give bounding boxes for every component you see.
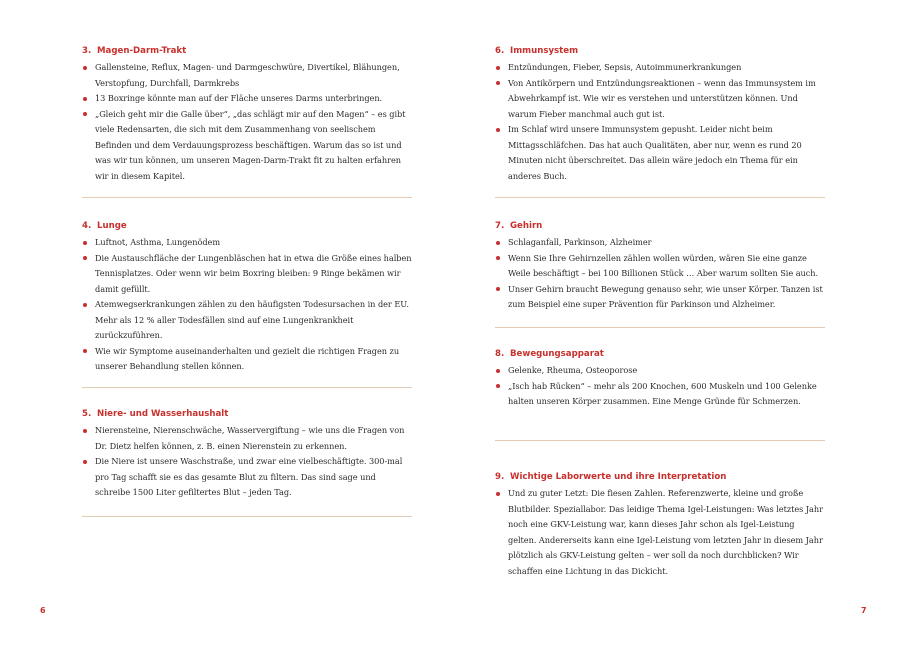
list-item: Entzündungen, Fieber, Sepsis, Autoimmunerkrankungen — [495, 60, 825, 76]
list-item: Wie wir Symptome auseinanderhalten und gezielt die richtigen Fragen zu unserer Behandlung stellen können. — [82, 344, 412, 375]
page-number: 7 — [861, 606, 867, 615]
divider — [495, 327, 825, 328]
divider — [495, 197, 825, 198]
bullet-icon — [83, 66, 87, 70]
bullet-icon — [496, 241, 500, 245]
list-item: Nierensteine, Nierenschwäche, Wasservergiftung – wie uns die Fragen von Dr. Dietz helfen können, z. B. einen Nierenstein zu erkennen. — [82, 423, 412, 454]
bullet-icon — [496, 369, 500, 373]
list-item: Wenn Sie Ihre Gehirnzellen zählen wollen würden, wären Sie eine ganze Weile beschäftigt – bei 100 Billionen Stück … Aber warum sollten Sie auch. — [495, 251, 825, 282]
bullet-list — [495, 363, 825, 410]
section-bewegungsapparat — [495, 349, 825, 410]
list-item: Von Antikörpern und Entzündungsreaktionen – wenn das Immunsystem im Abwehrkampf ist. Wie wir es verstehen und unterstützen können. Und warum Fieber manchmal auch gut ist. — [495, 76, 825, 123]
bullet-list — [495, 60, 825, 184]
section-immunsystem — [495, 46, 825, 184]
bullet-icon — [496, 81, 500, 85]
bullet-icon — [496, 492, 500, 496]
bullet-icon — [496, 384, 500, 388]
section-heading: 4. Lunge — [82, 221, 127, 231]
bullet-icon — [83, 112, 87, 116]
list-item: Die Niere ist unsere Waschstraße, und zwar eine vielbeschäftigte. 300-mal pro Tag schafft sie es das gesamte Blut zu filtern. Das sind sage und schreibe 1500 Liter gefiltertes Blut – jeden Tag. — [82, 454, 412, 501]
section-magen-darm-trakt — [82, 46, 412, 184]
divider — [82, 387, 412, 388]
list-item: „Isch hab Rücken“ – mehr als 200 Knochen, 600 Muskeln und 100 Gelenke halten unseren Körper zusammen. Eine Menge Gründe für Schmerzen. — [495, 379, 825, 410]
bullet-icon — [83, 303, 87, 307]
bullet-icon — [496, 66, 500, 70]
bullet-icon — [496, 287, 500, 291]
list-item: Gelenke, Rheuma, Osteoporose — [495, 363, 825, 379]
section-heading: 5. Niere- und Wasserhaushalt — [82, 409, 229, 419]
bullet-list — [82, 60, 412, 184]
right-page — [453, 0, 907, 648]
bullet-icon — [83, 241, 87, 245]
section-lunge — [82, 221, 412, 375]
bullet-icon — [83, 256, 87, 260]
divider — [82, 516, 412, 517]
section-heading: 7. Gehirn — [495, 221, 543, 231]
bullet-icon — [496, 128, 500, 132]
bullet-list — [82, 423, 412, 501]
section-heading: 6. Immunsystem — [495, 46, 579, 56]
divider — [82, 197, 412, 198]
list-item: Schlaganfall, Parkinson, Alzheimer — [495, 235, 825, 251]
section-heading: 3. Magen-Darm-Trakt — [82, 46, 187, 56]
list-item: Und zu guter Letzt: Die fiesen Zahlen. Referenzwerte, kleine und große Blutbilder. Speziallabor. Das leidige Thema Igel-Leistungen: Was letztes Jahr noch eine GKV-Leistung war, kann dieses Jahr schon als Igel-Leistung gelten. Andererseits kann eine Igel-Leistung vom letzten Jahr in diesem Jahr plötzlich als GKV-Leistung gelten – wer soll da noch durchblicken? Wir schaffen eine Lichtung in das Dickicht. — [495, 486, 825, 579]
list-item: „Gleich geht mir die Galle über“, „das schlägt mir auf den Magen“ – es gibt viele Redensarten, die sich mit dem Zusammenhang von seelischem Befinden und dem Verdauungsprozess beschäftigen. Warum das so ist und was wir tun können, um unseren Magen-Darm-Trakt fit zu halten erfahren wir in diesem Kapitel. — [82, 107, 412, 185]
page-number: 6 — [40, 606, 46, 615]
bullet-list — [495, 486, 825, 579]
list-item: Luftnot, Asthma, Lungenödem — [82, 235, 412, 251]
bullet-icon — [83, 429, 87, 433]
list-item: 13 Boxringe könnte man auf der Fläche unseres Darms unterbringen. — [82, 91, 412, 107]
bullet-icon — [83, 97, 87, 101]
bullet-icon — [496, 256, 500, 260]
bullet-icon — [83, 349, 87, 353]
list-item: Unser Gehirn braucht Bewegung genauso sehr, wie unser Körper. Tanzen ist zum Beispiel eine super Prävention für Parkinson und Alzheimer. — [495, 282, 825, 313]
bullet-list — [82, 235, 412, 375]
section-niere-wasserhaushalt — [82, 409, 412, 501]
left-page — [0, 0, 453, 648]
bullet-list — [495, 235, 825, 313]
section-laborwerte — [495, 472, 825, 579]
section-heading: 9. Wichtige Laborwerte und ihre Interpretation — [495, 472, 727, 482]
section-heading: 8. Bewegungsapparat — [495, 349, 604, 359]
list-item: Die Austauschfläche der Lungenbläschen hat in etwa die Größe eines halben Tennisplatzes. Oder wenn wir beim Boxring bleiben: 9 Ringe bekämen wir damit gefüllt. — [82, 251, 412, 298]
list-item: Atemwegserkrankungen zählen zu den häufigsten Todesursachen in der EU. Mehr als 12 % aller Todesfällen sind auf eine Lungenkrankheit zurückzuführen. — [82, 297, 412, 344]
divider — [495, 440, 825, 441]
bullet-icon — [83, 460, 87, 464]
list-item: Gallensteine, Reflux, Magen- und Darmgeschwüre, Divertikel, Blähungen, Verstopfung, Durchfall, Darmkrebs — [82, 60, 412, 91]
section-gehirn — [495, 221, 825, 313]
list-item: Im Schlaf wird unsere Immunsystem gepusht. Leider nicht beim Mittagsschläfchen. Das hat auch Qualitäten, aber nur, wenn es rund 20 Minuten nicht überschreitet. Das allein wäre jedoch ein Thema für ein anderes Buch. — [495, 122, 825, 184]
